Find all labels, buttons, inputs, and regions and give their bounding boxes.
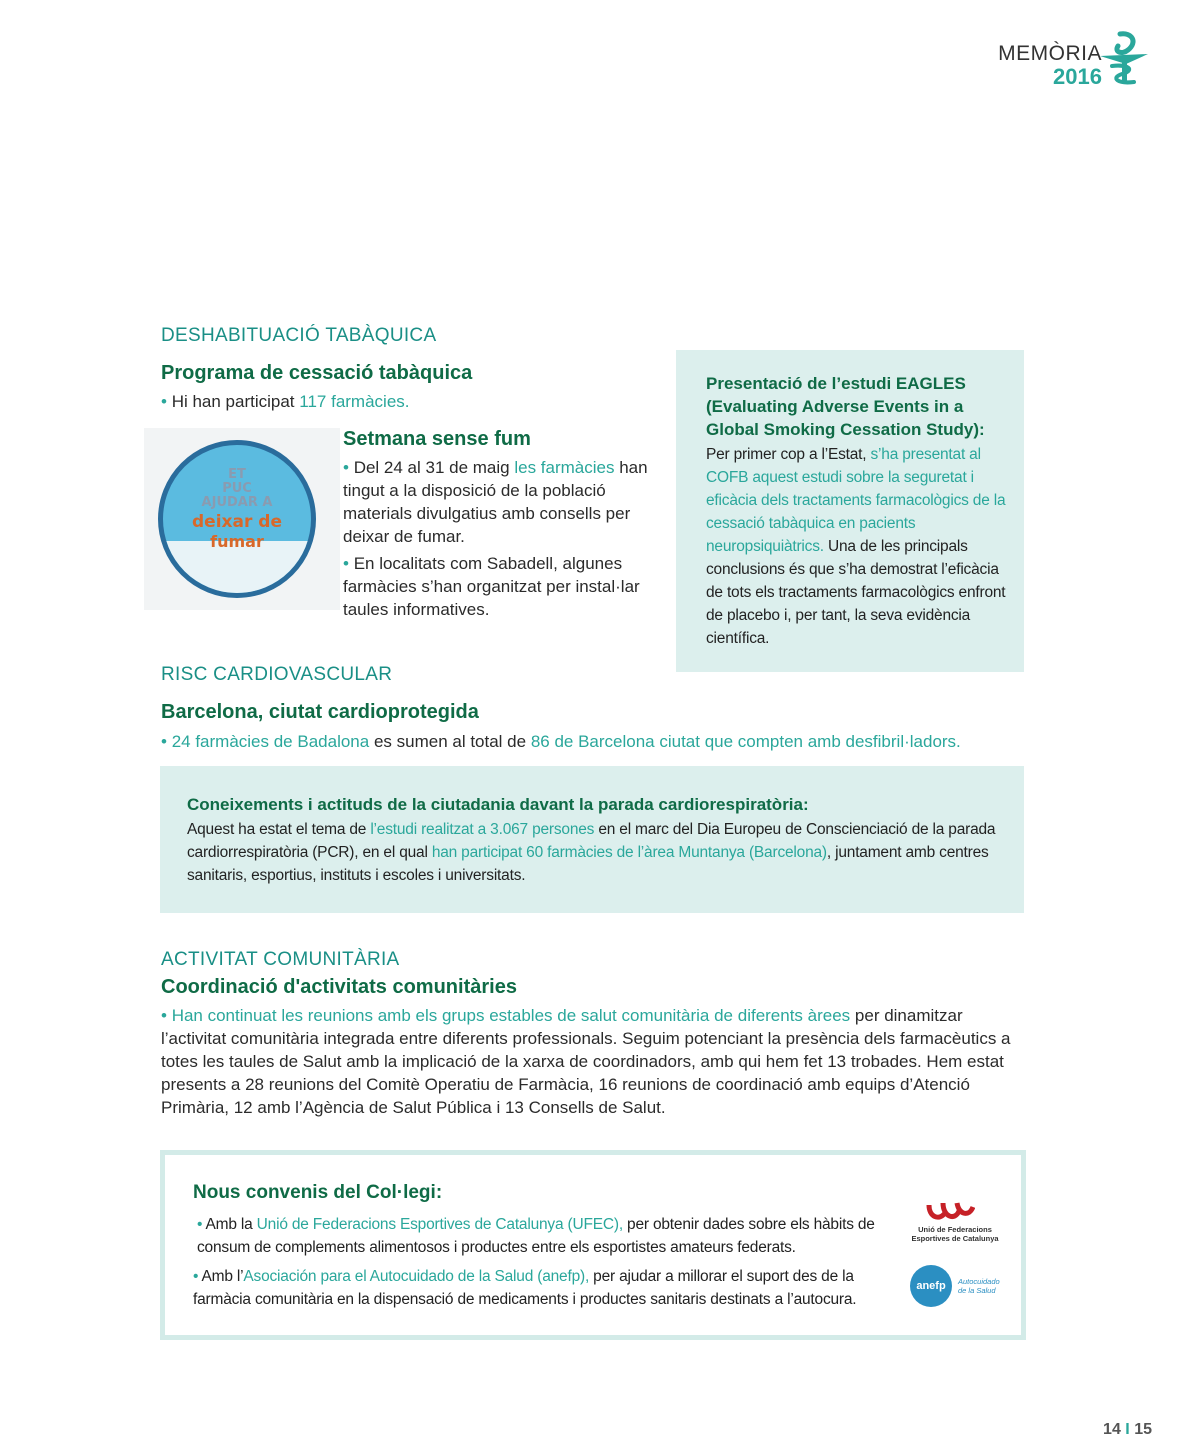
coneixements-title: Coneixements i actituds de la ciutadania davant la parada cardiorespiratòria: [187, 795, 809, 814]
comunitaria-link: Han continuat les reunions amb els grups estables de salut comunitària de diferents àrees [171, 1006, 851, 1025]
convenis-item-2-pre: Amb l’ [201, 1268, 244, 1285]
ufec-logo-text [900, 1225, 1010, 1243]
comunitaria-text: per dinamitzar l’activitat comunitària integrada entre diferents professionals. Seguim potenciant la presència dels farmacèutics a totes les taules de Salut amb la implicació de la xarxa de coordinadors, amb qui hem fet 13 trobades. Hem estat presents a 28 reunions del Comitè Operatiu de Farmàcia, 16 reunions de coordinació amb equips d’Atenció Primària, 12 amb l’Agència de Salut Pública i 13 Consells de Salut. [161, 1006, 1011, 1117]
pharmacy-caduceus-icon [1098, 30, 1150, 86]
eagles-text-1: Per primer cop a l’Estat, [706, 446, 871, 463]
section-label-cardio: RISC CARDIOVASCULAR [161, 664, 393, 685]
convenis-item-2-rest: per ajudar a millorar el suport des de la farmàcia comunitària en la dispensació de medicaments i productes sanitaris destinats a l’autocura. [193, 1268, 857, 1308]
setmana-p1-link: les farmàcies [514, 458, 615, 477]
badge-text-ajudar: AJUDAR A [201, 495, 273, 510]
eagles-text-2: Una de les principals conclusions és que s’ha demostrat l’eficàcia de tots els tractaments farmacològics enfront de placebo i, per tant, la seva evidència científica. [706, 538, 1006, 647]
anefp-link: Asociación para el Autocuidado de la Salud (anefp), [243, 1268, 590, 1285]
coneixements-text [187, 818, 997, 887]
title-cardioprotegida: Barcelona, ciutat cardioprotegida [161, 701, 479, 723]
setmana-p1-rest: han tingut a la disposició de la població materials divulgatius amb consells per deixar de fumar. [343, 458, 648, 546]
eagles-box [676, 350, 1024, 672]
cardio-text: es sumen al total de [369, 732, 531, 751]
badge-text-deixar: deixar de [192, 512, 282, 532]
ufec-logo-icon [925, 1201, 975, 1223]
page-number-left: 14 [1103, 1421, 1121, 1438]
setmana-p1: • Del 24 al 31 de maig les farmàcies han tingut a la disposició de la població materials divulgatius amb consells per deixar de fumar. [343, 458, 648, 546]
anefp-logo-text [958, 1277, 1000, 1295]
convenis-item-1-pre: Amb la [205, 1216, 257, 1233]
convenis-item-1: • Amb la Unió de Federacions Esportives de Catalunya (UFEC), per obtenir dades sobre els hàbits de consum de complements alimentosos i productes entre els esportistes amateurs federats. [197, 1216, 875, 1256]
coneixements-text-2: en el marc del Dia Europeu de Conscienciació de la parada cardiorrespiratòria (PCR), en el qual [187, 821, 996, 861]
section-label-comunitaria: ACTIVITAT COMUNITÀRIA [161, 949, 400, 970]
header-memoria: MEMÒRIA [998, 42, 1102, 65]
ufec-logo-text-2: Esportives de Catalunya [911, 1234, 999, 1243]
title-coordinacio: Coordinació d'activitats comunitàries [161, 976, 517, 998]
eagles-text [706, 443, 1006, 650]
coneixements-text-1: Aquest ha estat el tema de [187, 821, 371, 838]
badge-text-et: ET [228, 467, 246, 482]
badge-text-fumar: fumar [210, 532, 264, 551]
page-number [1103, 1421, 1152, 1439]
ufec-link: Unió de Federacions Esportives de Catalunya (UFEC), [256, 1216, 623, 1233]
cardio-line: • 24 farmàcies de Badalona es sumen al total de 86 de Barcelona ciutat que compten amb desfibril·ladors. [161, 732, 961, 751]
setmana-p2: • En localitats com Sabadell, algunes farmàcies s’han organitzat per instal·lar taules informatives. [343, 554, 640, 619]
anefp-logo-sub1: Autocuidado [958, 1277, 1000, 1286]
coneixements-link-2: han participat 60 farmàcies de l’àrea Muntanya (Barcelona) [431, 844, 827, 861]
convenis-box [160, 1150, 1026, 1340]
cardio-link-2: 86 de Barcelona ciutat que compten amb desfibril·ladors. [530, 732, 961, 751]
title-setmana: Setmana sense fum [343, 428, 531, 450]
convenis-item-1-rest: per obtenir dades sobre els hàbits de consum de complements alimentosos i productes entre els esportistes amateurs federats. [197, 1216, 875, 1256]
coneixements-link-1: l’estudi realitzat a 3.067 persones [370, 821, 595, 838]
eagles-title: Presentació de l’estudi EAGLES (Evaluating Adverse Events in a Global Smoking Cessation Study): [706, 374, 985, 439]
eagles-link: s’ha presentat al COFB aquest estudi sobre la seguretat i eficàcia dels tractaments farmacològics de la cessació tabàquica en pacients neuropsiquiàtrics. [706, 446, 1006, 555]
setmana-p1-text: Del 24 al 31 de maig [353, 458, 515, 477]
badge-circle [158, 440, 316, 598]
cessacio-line-text: Hi han participat [171, 392, 300, 411]
cardio-link-1: 24 farmàcies de Badalona [171, 732, 370, 751]
cessacio-link: 117 farmàcies. [299, 392, 410, 411]
ufec-logo-text-1: Unió de Federacions [918, 1225, 992, 1234]
coneixements-text-3: , juntament amb centres sanitaris, esportius, instituts i escoles i universitats. [187, 844, 989, 884]
page-number-separator: I [1125, 1421, 1130, 1438]
setmana-p2-text: En localitats com Sabadell, algunes farmàcies s’han organitzat per instal·lar taules informatives. [343, 554, 640, 619]
title-cessacio: Programa de cessació tabàquica [161, 362, 473, 384]
stop-smoking-badge [144, 428, 340, 610]
convenis-title: Nous convenis del Col·legi: [193, 1182, 443, 1203]
coneixements-box [160, 766, 1024, 913]
header-year: 2016 [1053, 64, 1102, 89]
anefp-logo-sub2: de la Salud [958, 1286, 996, 1295]
cessacio-line: • Hi han participat 117 farmàcies. [161, 392, 410, 411]
anefp-logo-icon: anefp [910, 1265, 952, 1307]
comunitaria-paragraph: • Han continuat les reunions amb els grups estables de salut comunitària de diferents àrees per dinamitzar l’activitat comunitària integrada entre diferents professionals. Seguim potenciant la presència dels farmacèutics a totes les taules de Salut amb la implicació de la xarxa de coordinadors, amb qui hem fet 13 trobades. Hem estat presents a 28 reunions del Comitè Operatiu de Farmàcia, 16 reunions de coordinació amb equips d’Atenció Primària, 12 amb l’Agència de Salut Pública i 13 Consells de Salut. [161, 1006, 1011, 1117]
convenis-item-2: • Amb l’Asociación para el Autocuidado de la Salud (anefp), per ajudar a millorar el suport des de la farmàcia comunitària en la dispensació de medicaments i productes sanitaris destinats a l’autocura. [193, 1268, 857, 1308]
page-number-right: 15 [1134, 1421, 1152, 1438]
section-label-tabac: DESHABITUACIÓ TABÀQUICA [161, 325, 437, 346]
badge-text-puc: PUC [222, 481, 252, 496]
